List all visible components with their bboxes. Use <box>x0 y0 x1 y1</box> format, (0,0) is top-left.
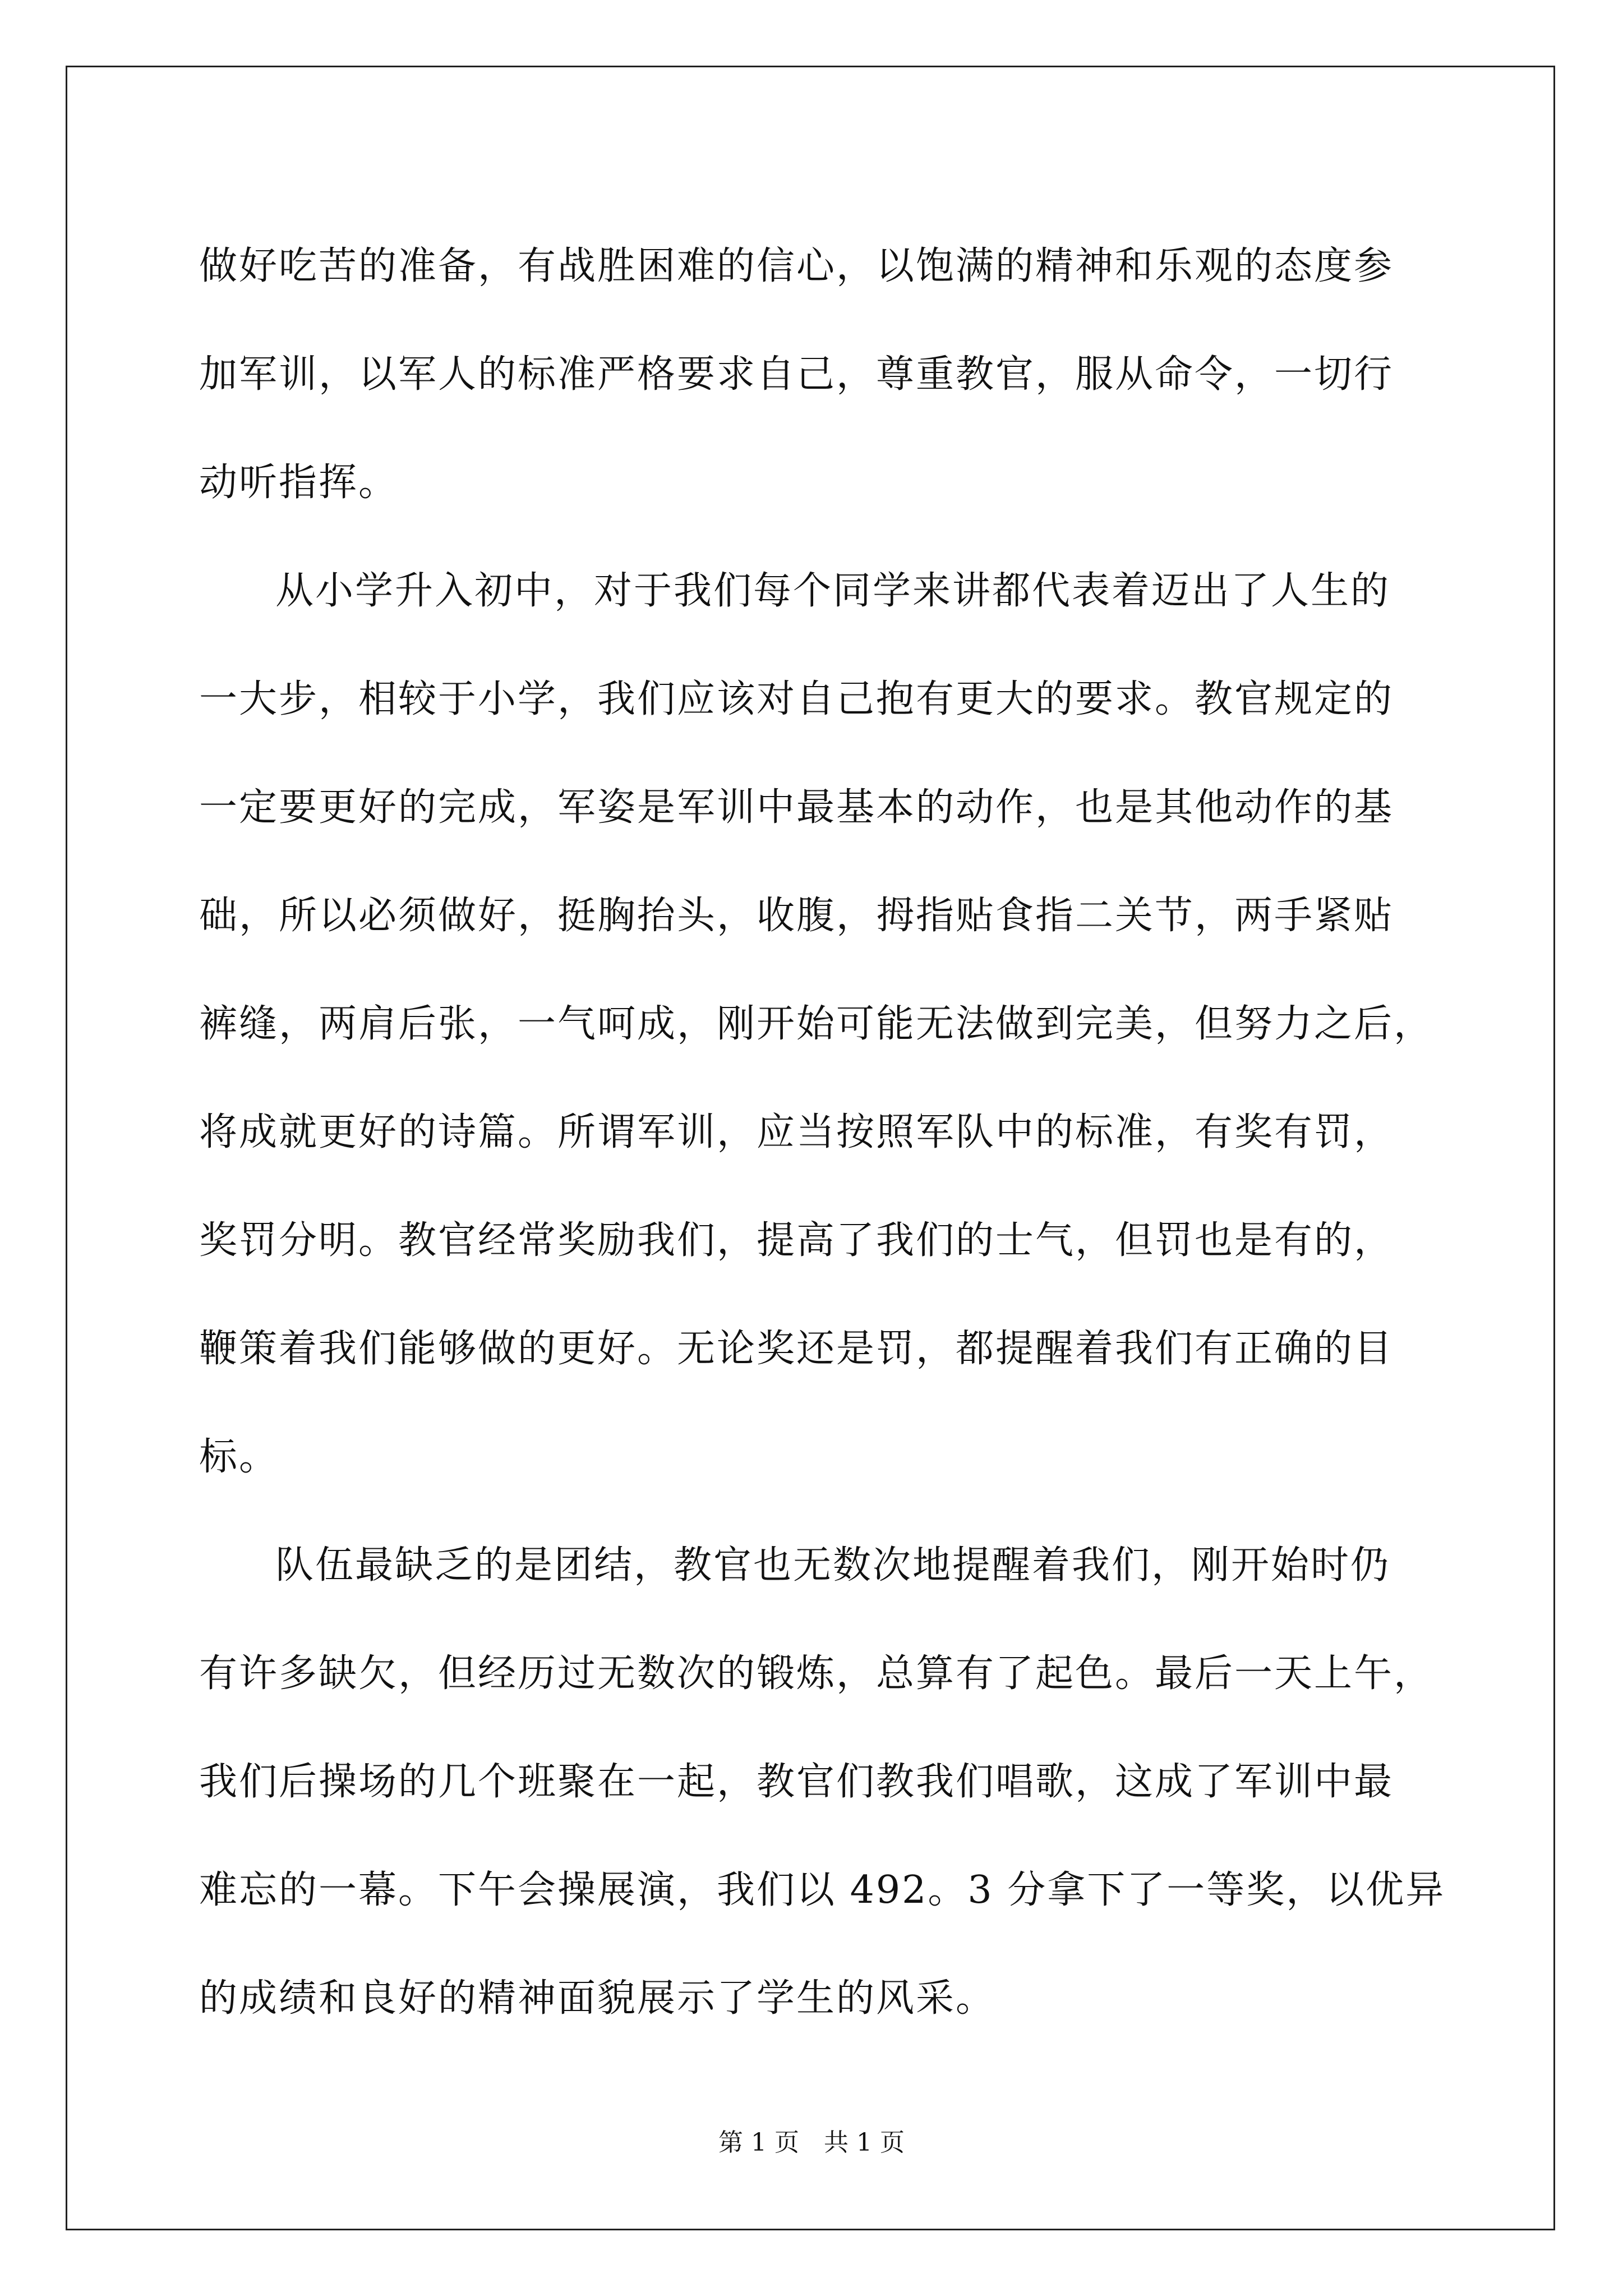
text-line: 加军训，以军人的标准严格要求自己，尊重教官，服从命令，一切行 <box>199 352 1394 397</box>
text-line: 奖罚分明。教官经常奖励我们，提高了我们的士气，但罚也是有的， <box>199 1218 1394 1263</box>
text-line: 动听指挥。 <box>199 461 399 505</box>
paragraph-first-line: 从小学升入初中，对于我们每个同学来讲都代表着迈出了人生的 <box>275 569 1391 613</box>
text-line: 鞭策着我们能够做的更好。无论奖还是罚，都提醒着我们有正确的目 <box>199 1327 1394 1371</box>
page-total: 共 1 页 <box>824 2128 905 2157</box>
text-line: 我们后操场的几个班聚在一起，教官们教我们唱歌，这成了军训中最 <box>199 1760 1394 1804</box>
text-line: 标。 <box>199 1435 279 1479</box>
text-line: 难忘的一幕。下午会操展演，我们以 492。3 分拿下了一等奖，以优异 <box>199 1868 1446 1912</box>
page-footer <box>0 2126 1623 2160</box>
page-number: 第 1 页 <box>718 2128 799 2157</box>
text-line: 的成绩和良好的精神面貌展示了学生的风采。 <box>199 1976 996 2021</box>
text-line: 将成就更好的诗篇。所谓军训，应当按照军队中的标准，有奖有罚， <box>199 1110 1394 1154</box>
text-line: 有许多缺欠，但经历过无数次的锻炼，总算有了起色。最后一天上午， <box>199 1651 1434 1696</box>
text-line: 一大步，相较于小学，我们应该对自己抱有更大的要求。教官规定的 <box>199 677 1394 721</box>
text-line: 础，所以必须做好，挺胸抬头，收腹，拇指贴食指二关节，两手紧贴 <box>199 894 1394 938</box>
paragraph-first-line: 队伍最缺乏的是团结，教官也无数次地提醒着我们，刚开始时仍 <box>275 1543 1391 1588</box>
text-line: 裤缝，两肩后张，一气呵成，刚开始可能无法做到完美，但努力之后， <box>199 1002 1434 1046</box>
document-body <box>199 212 1446 2053</box>
text-line: 一定要更好的完成，军姿是军训中最基本的动作，也是其他动作的基 <box>199 785 1394 830</box>
text-line: 做好吃苦的准备，有战胜困难的信心，以饱满的精神和乐观的态度参 <box>199 244 1394 288</box>
